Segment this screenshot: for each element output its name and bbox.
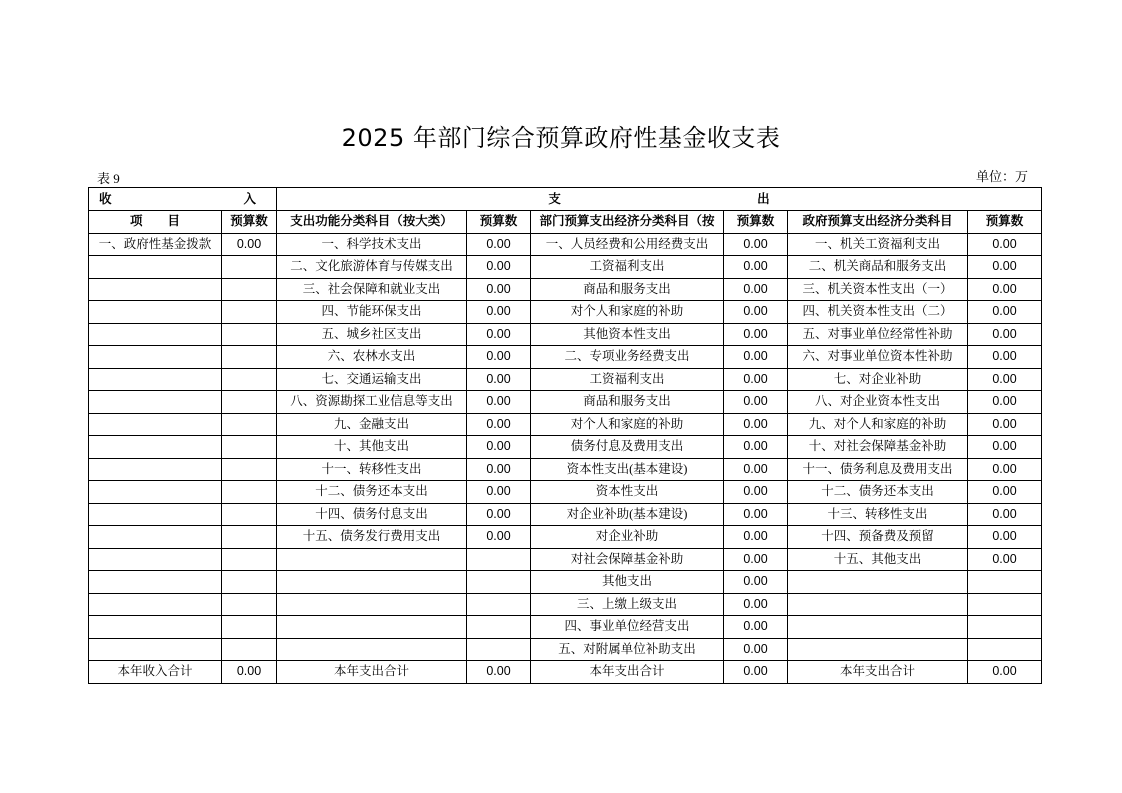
cell-dept-economic-budget: 0.00 (724, 278, 788, 301)
cell-dept-economic-category: 对企业补助 (531, 526, 724, 549)
cell-income-item (89, 638, 222, 661)
col-header-income-budget: 预算数 (222, 211, 277, 234)
cell-function-budget (467, 548, 531, 571)
cell-dept-economic-category: 商品和服务支出 (531, 391, 724, 414)
cell-gov-economic-budget: 0.00 (968, 458, 1042, 481)
cell-function-budget: 0.00 (467, 526, 531, 549)
cell-function-budget (467, 638, 531, 661)
cell-dept-economic-category: 一、人员经费和公用经费支出 (531, 233, 724, 256)
cell-income-item (89, 526, 222, 549)
cell-gov-economic-category: 一、机关工资福利支出 (788, 233, 968, 256)
cell-income-item (89, 323, 222, 346)
cell-function-category: 一、科学技术支出 (277, 233, 467, 256)
table-row (89, 233, 1042, 256)
cell-function-budget: 0.00 (467, 233, 531, 256)
table-row (89, 526, 1042, 549)
cell-dept-economic-budget: 0.00 (724, 391, 788, 414)
cell-income-item (89, 346, 222, 369)
col-header-function-category: 支出功能分类科目（按大类） (277, 211, 467, 234)
table-row (89, 548, 1042, 571)
cell-dept-economic-budget: 0.00 (724, 503, 788, 526)
cell-dept-economic-category: 对个人和家庭的补助 (531, 301, 724, 324)
col-header-function-budget: 预算数 (467, 211, 531, 234)
cell-function-budget (467, 593, 531, 616)
cell-dept-economic-budget: 0.00 (724, 256, 788, 279)
cell-income-item (89, 301, 222, 324)
cell-function-budget: 0.00 (467, 346, 531, 369)
col-header-dept-economic-budget: 预算数 (724, 211, 788, 234)
table-row (89, 323, 1042, 346)
cell-dept-economic-budget: 0.00 (724, 233, 788, 256)
total-income-item: 本年收入合计 (89, 661, 222, 684)
expense-section-char-2: 出 (757, 191, 770, 206)
cell-income-item (89, 256, 222, 279)
table-row (89, 436, 1042, 459)
cell-income-budget (222, 593, 277, 616)
cell-income-budget: 0.00 (222, 233, 277, 256)
table-row (89, 616, 1042, 639)
table-row (89, 346, 1042, 369)
cell-function-category: 十四、债务付息支出 (277, 503, 467, 526)
cell-income-item (89, 503, 222, 526)
cell-dept-economic-category: 资本性支出(基本建设) (531, 458, 724, 481)
cell-gov-economic-category: 四、机关资本性支出（二） (788, 301, 968, 324)
cell-function-category: 十一、转移性支出 (277, 458, 467, 481)
cell-dept-economic-budget: 0.00 (724, 413, 788, 436)
cell-income-item (89, 391, 222, 414)
cell-dept-economic-category: 五、对附属单位补助支出 (531, 638, 724, 661)
cell-dept-economic-category: 对企业补助(基本建设) (531, 503, 724, 526)
cell-gov-economic-budget: 0.00 (968, 301, 1042, 324)
cell-dept-economic-category: 对社会保障基金补助 (531, 548, 724, 571)
table-number: 表 9 (97, 171, 120, 186)
cell-function-category (277, 593, 467, 616)
cell-gov-economic-budget: 0.00 (968, 481, 1042, 504)
col-header-income-item: 项 目 (89, 211, 222, 234)
cell-income-budget (222, 526, 277, 549)
cell-gov-economic-budget: 0.00 (968, 256, 1042, 279)
cell-gov-economic-budget: 0.00 (968, 503, 1042, 526)
unit-label: 单位：万 (976, 169, 1029, 184)
cell-function-budget: 0.00 (467, 413, 531, 436)
cell-dept-economic-category: 对个人和家庭的补助 (531, 413, 724, 436)
cell-dept-economic-budget: 0.00 (724, 526, 788, 549)
cell-dept-economic-category: 工资福利支出 (531, 256, 724, 279)
cell-function-category: 十二、债务还本支出 (277, 481, 467, 504)
cell-gov-economic-category: 十三、转移性支出 (788, 503, 968, 526)
col-header-gov-economic-category: 政府预算支出经济分类科目 (788, 211, 968, 234)
cell-income-item: 一、政府性基金拨款 (89, 233, 222, 256)
cell-function-budget (467, 571, 531, 594)
cell-dept-economic-budget: 0.00 (724, 481, 788, 504)
cell-gov-economic-category: 八、对企业资本性支出 (788, 391, 968, 414)
total-income-budget: 0.00 (222, 661, 277, 684)
expense-section-header (277, 188, 1042, 211)
cell-function-budget: 0.00 (467, 278, 531, 301)
cell-income-item (89, 548, 222, 571)
cell-function-budget: 0.00 (467, 436, 531, 459)
cell-function-budget: 0.00 (467, 391, 531, 414)
cell-income-budget (222, 368, 277, 391)
cell-dept-economic-budget: 0.00 (724, 368, 788, 391)
cell-gov-economic-budget: 0.00 (968, 436, 1042, 459)
cell-dept-economic-category: 二、专项业务经费支出 (531, 346, 724, 369)
cell-gov-economic-budget: 0.00 (968, 278, 1042, 301)
table-row (89, 256, 1042, 279)
table-row (89, 391, 1042, 414)
cell-gov-economic-budget (968, 571, 1042, 594)
total-function-budget: 0.00 (467, 661, 531, 684)
cell-income-item (89, 616, 222, 639)
expense-section-char-1: 支 (548, 191, 561, 206)
cell-function-budget: 0.00 (467, 323, 531, 346)
income-section-header (89, 188, 277, 211)
cell-function-category: 十五、债务发行费用支出 (277, 526, 467, 549)
cell-dept-economic-category: 其他支出 (531, 571, 724, 594)
column-header-row (89, 211, 1042, 234)
income-section-char-1: 收 (99, 191, 112, 206)
cell-function-category: 九、金融支出 (277, 413, 467, 436)
section-header-row (89, 188, 1042, 211)
cell-function-budget: 0.00 (467, 458, 531, 481)
cell-income-budget (222, 391, 277, 414)
page-title: 2025 年部门综合预算政府性基金收支表 (341, 124, 781, 152)
cell-dept-economic-category: 债务付息及费用支出 (531, 436, 724, 459)
cell-function-category (277, 616, 467, 639)
cell-income-budget (222, 413, 277, 436)
cell-function-budget (467, 616, 531, 639)
cell-income-item (89, 278, 222, 301)
cell-dept-economic-category: 三、上缴上级支出 (531, 593, 724, 616)
cell-dept-economic-budget: 0.00 (724, 323, 788, 346)
cell-function-category: 十、其他支出 (277, 436, 467, 459)
col-header-dept-economic-category: 部门预算支出经济分类科目（按 (531, 211, 724, 234)
cell-gov-economic-category: 五、对事业单位经常性补助 (788, 323, 968, 346)
table-row (89, 571, 1042, 594)
cell-dept-economic-category: 商品和服务支出 (531, 278, 724, 301)
cell-function-category (277, 571, 467, 594)
cell-function-category (277, 548, 467, 571)
cell-income-item (89, 413, 222, 436)
cell-gov-economic-budget: 0.00 (968, 368, 1042, 391)
income-section-char-2: 入 (243, 191, 256, 206)
total-gov-economic-category: 本年支出合计 (788, 661, 968, 684)
cell-dept-economic-budget: 0.00 (724, 548, 788, 571)
table-row (89, 481, 1042, 504)
table-row (89, 413, 1042, 436)
cell-dept-economic-budget: 0.00 (724, 301, 788, 324)
cell-income-budget (222, 481, 277, 504)
cell-dept-economic-budget: 0.00 (724, 571, 788, 594)
cell-function-category: 二、文化旅游体育与传媒支出 (277, 256, 467, 279)
cell-gov-economic-category (788, 593, 968, 616)
cell-function-category: 六、农林水支出 (277, 346, 467, 369)
cell-dept-economic-budget: 0.00 (724, 593, 788, 616)
table-row (89, 301, 1042, 324)
cell-function-budget: 0.00 (467, 301, 531, 324)
cell-function-category: 五、城乡社区支出 (277, 323, 467, 346)
totals-row (89, 661, 1042, 684)
cell-income-budget (222, 503, 277, 526)
cell-income-budget (222, 638, 277, 661)
cell-income-budget (222, 616, 277, 639)
table-row (89, 503, 1042, 526)
cell-income-budget (222, 278, 277, 301)
cell-gov-economic-budget: 0.00 (968, 413, 1042, 436)
cell-gov-economic-budget (968, 593, 1042, 616)
cell-income-item (89, 458, 222, 481)
cell-function-budget: 0.00 (467, 368, 531, 391)
cell-income-budget (222, 323, 277, 346)
table-row (89, 368, 1042, 391)
cell-function-category: 八、资源勘探工业信息等支出 (277, 391, 467, 414)
cell-gov-economic-category: 十、对社会保障基金补助 (788, 436, 968, 459)
cell-income-budget (222, 548, 277, 571)
cell-function-budget: 0.00 (467, 503, 531, 526)
cell-income-item (89, 368, 222, 391)
cell-income-budget (222, 571, 277, 594)
cell-income-item (89, 481, 222, 504)
cell-dept-economic-budget: 0.00 (724, 458, 788, 481)
cell-income-budget (222, 301, 277, 324)
cell-gov-economic-category (788, 638, 968, 661)
cell-dept-economic-budget: 0.00 (724, 346, 788, 369)
table-row (89, 593, 1042, 616)
total-gov-economic-budget: 0.00 (968, 661, 1042, 684)
cell-gov-economic-category: 三、机关资本性支出（一） (788, 278, 968, 301)
cell-function-budget: 0.00 (467, 481, 531, 504)
cell-income-budget (222, 436, 277, 459)
cell-function-category (277, 638, 467, 661)
cell-income-budget (222, 346, 277, 369)
cell-dept-economic-budget: 0.00 (724, 616, 788, 639)
col-header-gov-economic-budget: 预算数 (968, 211, 1042, 234)
cell-dept-economic-budget: 0.00 (724, 436, 788, 459)
cell-gov-economic-category (788, 571, 968, 594)
total-function-category: 本年支出合计 (277, 661, 467, 684)
cell-gov-economic-category: 十四、预备费及预留 (788, 526, 968, 549)
cell-function-category: 四、节能环保支出 (277, 301, 467, 324)
cell-dept-economic-budget: 0.00 (724, 638, 788, 661)
table-row (89, 458, 1042, 481)
table-row (89, 278, 1042, 301)
cell-gov-economic-budget: 0.00 (968, 391, 1042, 414)
total-dept-economic-budget: 0.00 (724, 661, 788, 684)
cell-gov-economic-category: 十一、债务利息及费用支出 (788, 458, 968, 481)
cell-income-item (89, 436, 222, 459)
cell-gov-economic-budget: 0.00 (968, 548, 1042, 571)
cell-gov-economic-budget: 0.00 (968, 233, 1042, 256)
cell-income-budget (222, 458, 277, 481)
cell-income-item (89, 593, 222, 616)
cell-dept-economic-category: 资本性支出 (531, 481, 724, 504)
cell-gov-economic-budget (968, 616, 1042, 639)
cell-gov-economic-category (788, 616, 968, 639)
cell-function-budget: 0.00 (467, 256, 531, 279)
cell-dept-economic-category: 其他资本性支出 (531, 323, 724, 346)
cell-function-category: 七、交通运输支出 (277, 368, 467, 391)
cell-function-category: 三、社会保障和就业支出 (277, 278, 467, 301)
cell-gov-economic-budget: 0.00 (968, 526, 1042, 549)
cell-income-item (89, 571, 222, 594)
cell-gov-economic-category: 九、对个人和家庭的补助 (788, 413, 968, 436)
budget-table (88, 187, 1042, 684)
cell-dept-economic-category: 四、事业单位经营支出 (531, 616, 724, 639)
cell-gov-economic-category: 六、对事业单位资本性补助 (788, 346, 968, 369)
table-row (89, 638, 1042, 661)
cell-gov-economic-budget: 0.00 (968, 323, 1042, 346)
cell-gov-economic-category: 十五、其他支出 (788, 548, 968, 571)
cell-dept-economic-category: 工资福利支出 (531, 368, 724, 391)
cell-gov-economic-category: 十二、债务还本支出 (788, 481, 968, 504)
cell-income-budget (222, 256, 277, 279)
cell-gov-economic-budget (968, 638, 1042, 661)
cell-gov-economic-budget: 0.00 (968, 346, 1042, 369)
cell-gov-economic-category: 七、对企业补助 (788, 368, 968, 391)
cell-gov-economic-category: 二、机关商品和服务支出 (788, 256, 968, 279)
total-dept-economic-category: 本年支出合计 (531, 661, 724, 684)
